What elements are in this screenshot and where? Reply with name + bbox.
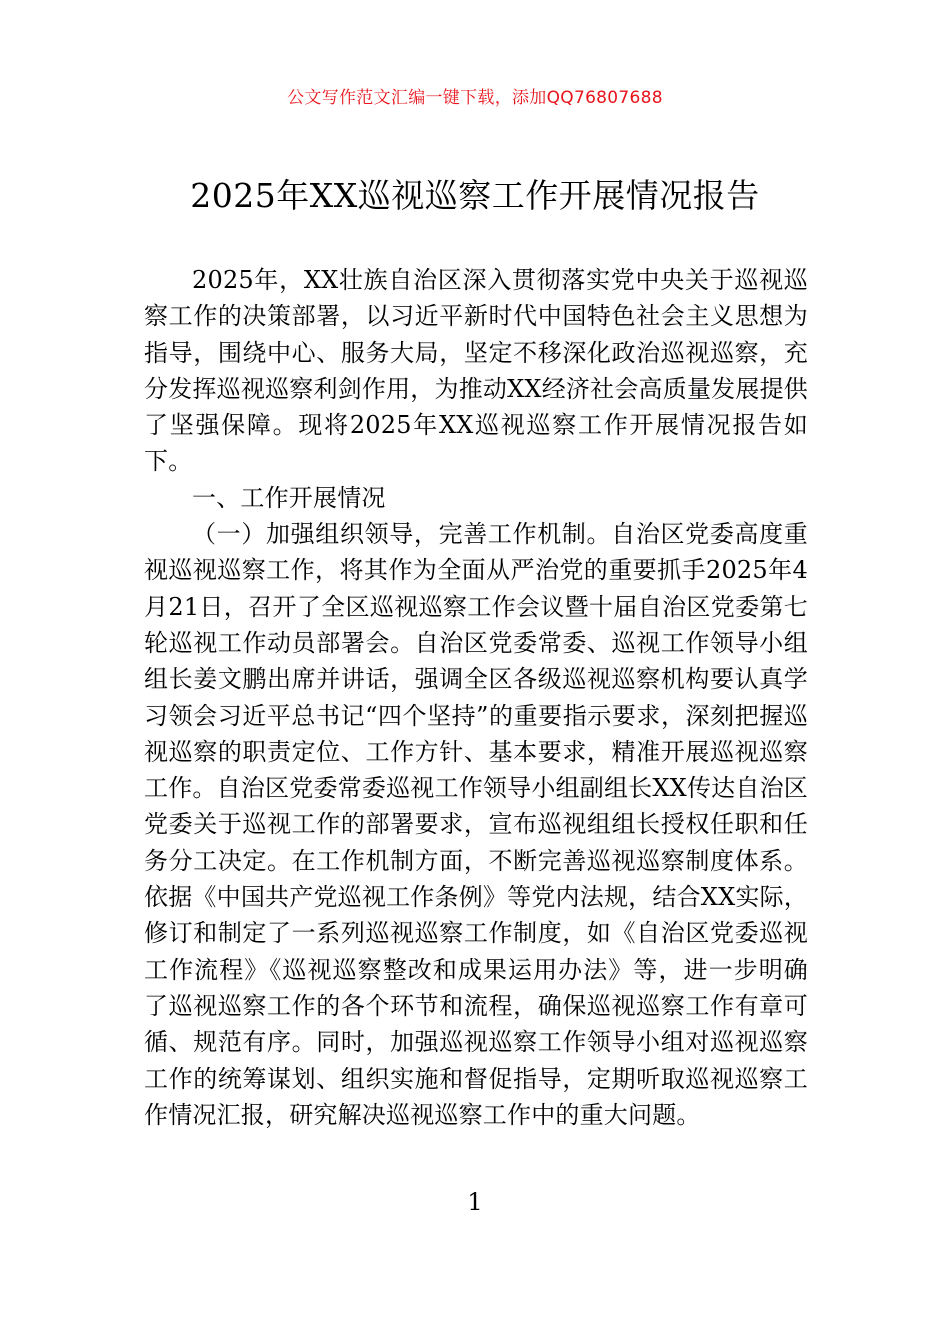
subsection-paragraph-organization: （一）加强组织领导，完善工作机制。自治区党委高度重视巡视巡察工作，将其作为全面从严治党的重要抓手2025年4月21日，召开了全区巡视巡察工作会议暨十届自治区党委第七轮巡视工作动员部署会。自治区党委常委、巡视工作领导小组组长姜文鹏出席并讲话，强调全区各级巡视巡察机构要认真学习领会习近平总书记“四个坚持”的重要指示要求，深刻把握巡视巡察的职责定位、工作方针、基本要求，精准开展巡视巡察工作。自治区党委常委巡视工作领导小组副组长XX传达自治区党委关于巡视工作的部署要求，宣布巡视组组长授权任职和任务分工决定。在工作机制方面，不断完善巡视巡察制度体系。依据《中国共产党巡视工作条例》等党内法规，结合XX实际，修订和制定了一系列巡视巡察工作制度，如《自治区党委巡视工作流程》《巡视巡察整改和成果运用办法》等，进一步明确了巡视巡察工作的各个环节和流程，确保巡视巡察工作有章可循、规范有序。同时，加强巡视巡察工作领导小组对巡视巡察工作的统筹谋划、组织实施和督促指导，定期听取巡视巡察工作情况汇报，研究解决巡视巡察工作中的重大问题。	[144, 520, 808, 1129]
document-body	[144, 262, 808, 1133]
page-number: 1	[467, 1188, 483, 1216]
download-notice: 公文写作范文汇编一键下载，添加QQ76807688	[287, 88, 663, 108]
document-title: 2025年XX巡视巡察工作开展情况报告	[190, 176, 760, 215]
intro-paragraph: 2025年，XX壮族自治区深入贯彻落实党中央关于巡视巡察工作的决策部署，以习近平新时代中国特色社会主义思想为指导，围绕中心、服务大局，坚定不移深化政治巡视巡察，充分发挥巡视巡察利剑作用，为推动XX经济社会高质量发展提供了坚强保障。现将2025年XX巡视巡察工作开展情况报告如下。	[144, 266, 808, 476]
section-heading-work-status: 一、工作开展情况	[192, 483, 386, 512]
